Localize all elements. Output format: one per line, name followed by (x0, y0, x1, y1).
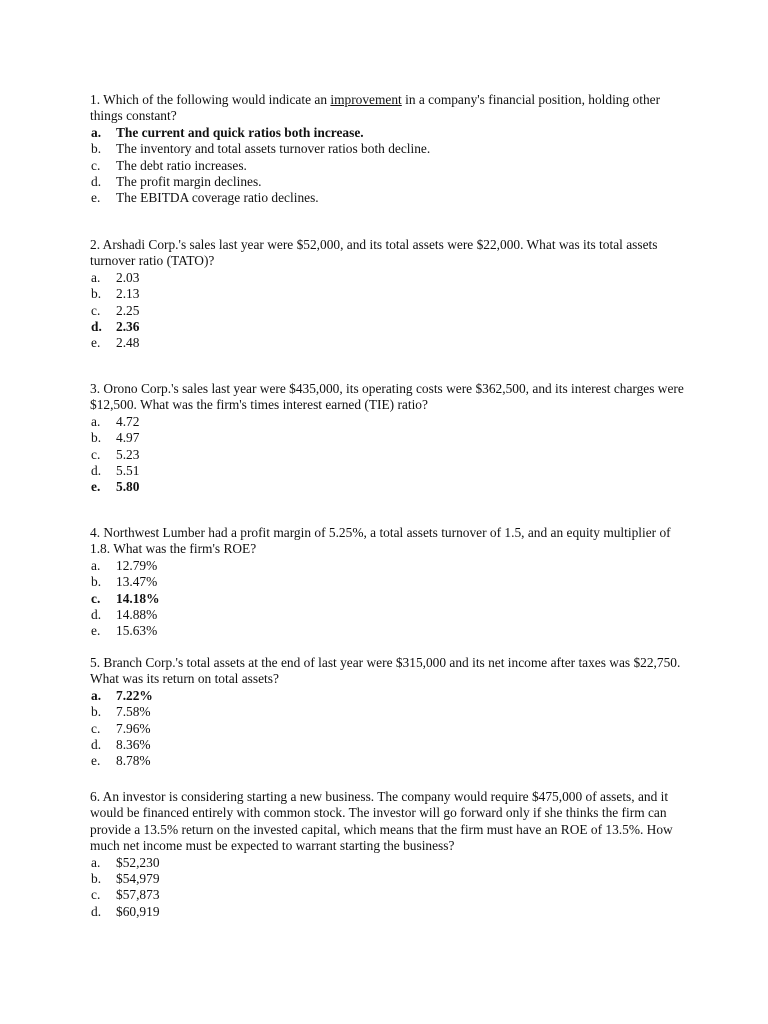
answer-option (90, 447, 690, 463)
option-text: 14.18% (116, 590, 160, 606)
question-4-options (90, 558, 690, 640)
option-letter: b. (91, 141, 102, 157)
question-6 (90, 789, 690, 920)
question-5-text: 5. Branch Corp.'s total assets at the end of last year were $315,000 and its net income after taxes was $22,750. What was its return on total assets? (90, 655, 681, 687)
answer-option (90, 574, 690, 590)
option-letter: b. (91, 704, 102, 720)
option-text: 8.78% (116, 753, 151, 769)
option-text: $57,873 (116, 887, 160, 903)
option-text: 5.23 (116, 446, 140, 462)
answer-option (90, 753, 690, 769)
question-1-text: 1. Which of the following would indicate an improvement in a company's financial position, holding other things constant? (90, 92, 661, 124)
option-letter: e. (91, 479, 101, 495)
option-text: The profit margin declines. (116, 174, 262, 190)
answer-option (90, 904, 690, 920)
option-letter: b. (91, 574, 102, 590)
question-4-text: 4. Northwest Lumber had a profit margin of 5.25%, a total assets turnover of 1.5, and an equity multiplier of 1.8. What was the firm's ROE? (90, 525, 671, 557)
option-text: $54,979 (116, 871, 160, 887)
option-text: 5.80 (116, 479, 140, 495)
question-1 (90, 92, 690, 207)
option-letter: e. (91, 190, 101, 206)
answer-option (90, 286, 690, 302)
question-6-options (90, 855, 690, 921)
option-text: 8.36% (116, 737, 151, 753)
question-2 (90, 237, 690, 352)
answer-option (90, 125, 690, 141)
option-letter: c. (91, 720, 101, 736)
option-letter: c. (91, 446, 101, 462)
option-text: 4.72 (116, 413, 140, 429)
answer-option (90, 704, 690, 720)
question-5-options (90, 688, 690, 770)
answer-option (90, 270, 690, 286)
option-letter: b. (91, 871, 102, 887)
answer-option (90, 887, 690, 903)
option-text: 12.79% (116, 557, 158, 573)
option-text: 13.47% (116, 574, 158, 590)
option-letter: c. (91, 157, 101, 173)
answer-option (90, 303, 690, 319)
answer-option (90, 688, 690, 704)
option-text: The debt ratio increases. (116, 157, 247, 173)
option-letter: e. (91, 753, 101, 769)
option-letter: d. (91, 903, 102, 919)
option-text: 15.63% (116, 623, 158, 639)
answer-option (90, 591, 690, 607)
option-text: 2.13 (116, 286, 140, 302)
option-text: 7.22% (116, 687, 153, 703)
option-letter: a. (91, 269, 101, 285)
option-letter: b. (91, 430, 102, 446)
question-3-options (90, 414, 690, 496)
option-letter: b. (91, 286, 102, 302)
option-letter: a. (91, 124, 102, 140)
option-letter: c. (91, 887, 101, 903)
answer-option (90, 414, 690, 430)
option-text: 5.51 (116, 463, 140, 479)
option-text: 2.48 (116, 335, 140, 351)
option-text: 2.25 (116, 302, 140, 318)
option-text: 7.58% (116, 704, 151, 720)
option-letter: d. (91, 174, 102, 190)
answer-option (90, 721, 690, 737)
answer-option (90, 335, 690, 351)
option-letter: c. (91, 590, 101, 606)
option-text: The inventory and total assets turnover ratios both decline. (116, 141, 431, 157)
answer-option (90, 319, 690, 335)
question-3 (90, 381, 690, 496)
option-letter: e. (91, 623, 101, 639)
answer-option (90, 141, 690, 157)
answer-option (90, 190, 690, 206)
answer-option (90, 871, 690, 887)
answer-option (90, 855, 690, 871)
option-text: $52,230 (116, 854, 160, 870)
option-letter: d. (91, 319, 102, 335)
answer-option (90, 737, 690, 753)
option-letter: d. (91, 607, 102, 623)
option-text: 2.36 (116, 319, 140, 335)
answer-option (90, 607, 690, 623)
option-letter: d. (91, 463, 102, 479)
question-3-text: 3. Orono Corp.'s sales last year were $435,000, its operating costs were $362,500, and its interest charges were $12,500. What was the firm's times interest earned (TIE) ratio? (90, 381, 684, 413)
answer-option (90, 463, 690, 479)
option-text: 7.96% (116, 720, 151, 736)
option-letter: a. (91, 413, 101, 429)
option-letter: a. (91, 687, 102, 703)
answer-option (90, 158, 690, 174)
answer-option (90, 430, 690, 446)
answer-option (90, 479, 690, 495)
underlined-word: improvement (330, 92, 402, 107)
answer-option (90, 623, 690, 639)
answer-option (90, 174, 690, 190)
option-letter: c. (91, 302, 101, 318)
option-letter: a. (91, 557, 101, 573)
question-2-options (90, 270, 690, 352)
option-letter: d. (91, 737, 102, 753)
question-5 (90, 655, 690, 770)
option-letter: a. (91, 854, 101, 870)
option-text: The current and quick ratios both increase. (116, 124, 364, 140)
option-text: The EBITDA coverage ratio declines. (116, 190, 319, 206)
question-1-options (90, 125, 690, 207)
answer-option (90, 558, 690, 574)
option-text: $60,919 (116, 903, 160, 919)
question-6-text: 6. An investor is considering starting a new business. The company would require $475,000 of assets, and it would be financed entirely with common stock. The investor will go forward only if she thinks the firm can provide a 13.5% return on the invested capital, which means that the firm must have an ROE of 13.5%. How much net income must be expected to warrant starting the business? (90, 789, 673, 854)
option-text: 14.88% (116, 607, 158, 623)
question-4 (90, 525, 690, 640)
question-2-text: 2. Arshadi Corp.'s sales last year were $52,000, and its total assets were $22,000. What was its total assets turnover ratio (TATO)? (90, 237, 658, 269)
option-text: 4.97 (116, 430, 140, 446)
option-text: 2.03 (116, 269, 140, 285)
option-letter: e. (91, 335, 101, 351)
